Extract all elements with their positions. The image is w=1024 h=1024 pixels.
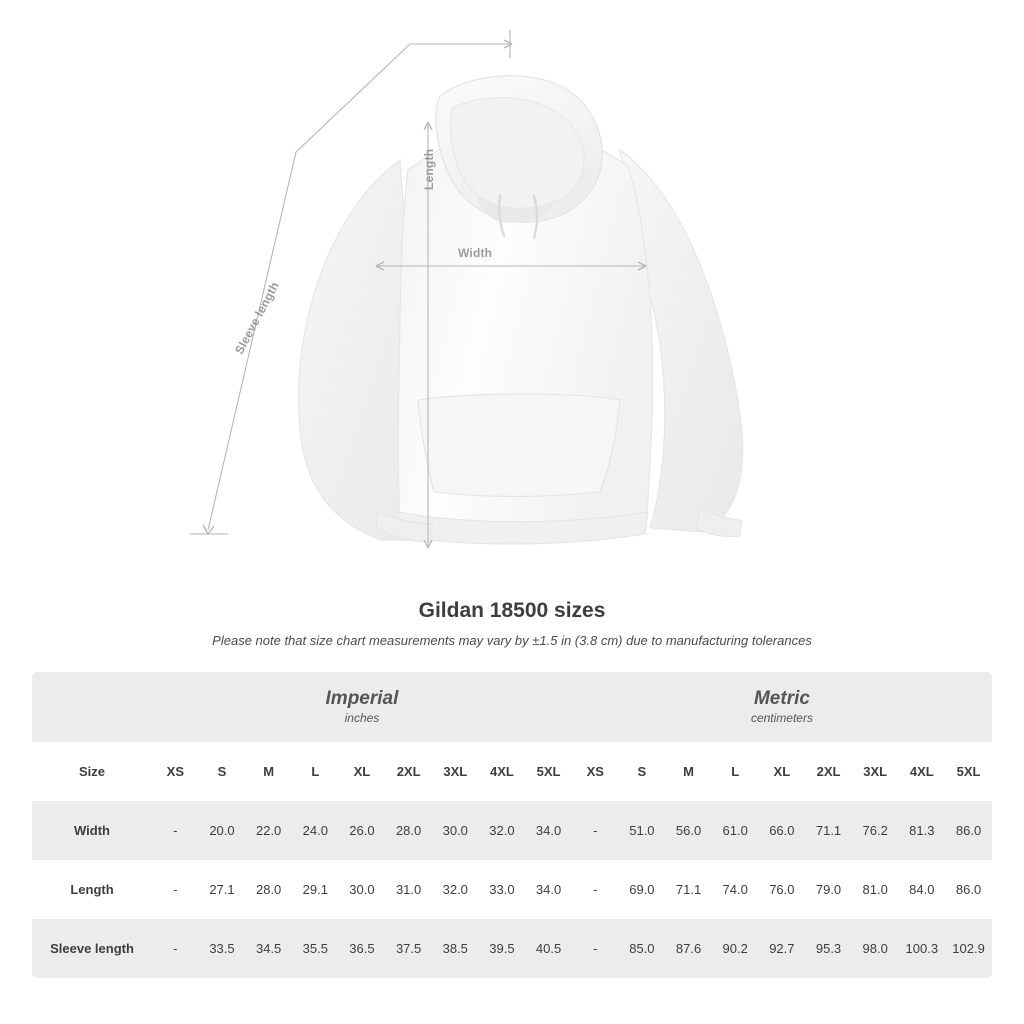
cell-length-imp-0: - — [152, 860, 199, 919]
size-chart-table-wrap — [32, 672, 992, 978]
cell-sleeve-met-4: 92.7 — [759, 919, 806, 978]
cell-width-imp-0: - — [152, 801, 199, 860]
size-header-met-0: XS — [572, 742, 619, 801]
cell-length-imp-4: 30.0 — [339, 860, 386, 919]
row-label-sleeve-length: Sleeve length — [32, 919, 152, 978]
size-header-imp-5: 2XL — [385, 742, 432, 801]
table-row — [32, 919, 992, 978]
size-header-imp-3: L — [292, 742, 339, 801]
cell-length-met-4: 76.0 — [759, 860, 806, 919]
cell-width-imp-4: 26.0 — [339, 801, 386, 860]
size-header-met-2: M — [665, 742, 712, 801]
cell-sleeve-imp-0: - — [152, 919, 199, 978]
cell-sleeve-met-8: 102.9 — [945, 919, 992, 978]
unit-imperial — [152, 672, 572, 742]
cell-sleeve-imp-4: 36.5 — [339, 919, 386, 978]
unit-imperial-name: Imperial — [325, 687, 399, 709]
cell-width-met-8: 86.0 — [945, 801, 992, 860]
size-header-imp-2: M — [245, 742, 292, 801]
cell-length-met-5: 79.0 — [805, 860, 852, 919]
cell-width-imp-1: 20.0 — [199, 801, 246, 860]
cell-width-imp-5: 28.0 — [385, 801, 432, 860]
cell-width-imp-3: 24.0 — [292, 801, 339, 860]
cell-length-imp-8: 34.0 — [525, 860, 572, 919]
cell-width-met-0: - — [572, 801, 619, 860]
cell-sleeve-met-7: 100.3 — [899, 919, 946, 978]
size-header-met-8: 5XL — [945, 742, 992, 801]
cell-length-imp-5: 31.0 — [385, 860, 432, 919]
corner-cell — [32, 672, 152, 742]
row-label-width: Width — [32, 801, 152, 860]
cell-length-imp-6: 32.0 — [432, 860, 479, 919]
row-label-length: Length — [32, 860, 152, 919]
cell-sleeve-imp-5: 37.5 — [385, 919, 432, 978]
cell-length-met-0: - — [572, 860, 619, 919]
page-title: Gildan 18500 sizes — [418, 599, 606, 622]
cell-sleeve-met-2: 87.6 — [665, 919, 712, 978]
size-header-row — [32, 742, 992, 801]
cell-length-met-8: 86.0 — [945, 860, 992, 919]
table-row — [32, 860, 992, 919]
cell-width-met-3: 61.0 — [712, 801, 759, 860]
cell-sleeve-imp-7: 39.5 — [479, 919, 526, 978]
hoodie-body — [298, 76, 742, 544]
cell-width-imp-8: 34.0 — [525, 801, 572, 860]
cell-sleeve-met-6: 98.0 — [852, 919, 899, 978]
label-sleeve-length: Sleeve length — [232, 279, 282, 357]
size-header-imp-7: 4XL — [479, 742, 526, 801]
cell-length-imp-1: 27.1 — [199, 860, 246, 919]
cell-sleeve-imp-1: 33.5 — [199, 919, 246, 978]
cell-sleeve-imp-3: 35.5 — [292, 919, 339, 978]
cell-sleeve-imp-6: 38.5 — [432, 919, 479, 978]
size-header-imp-0: XS — [152, 742, 199, 801]
label-length: Length — [422, 148, 436, 190]
cell-length-imp-7: 33.0 — [479, 860, 526, 919]
label-width: Width — [458, 246, 493, 260]
size-header-met-3: L — [712, 742, 759, 801]
cell-width-imp-2: 22.0 — [245, 801, 292, 860]
table-row — [32, 801, 992, 860]
size-header-met-7: 4XL — [899, 742, 946, 801]
unit-header-row — [32, 672, 992, 742]
cell-length-met-6: 81.0 — [852, 860, 899, 919]
size-header-label: Size — [32, 742, 152, 801]
cell-width-imp-7: 32.0 — [479, 801, 526, 860]
cell-width-met-1: 51.0 — [619, 801, 666, 860]
cell-sleeve-met-0: - — [572, 919, 619, 978]
size-header-met-4: XL — [759, 742, 806, 801]
size-chart-table — [32, 672, 992, 978]
cell-sleeve-met-1: 85.0 — [619, 919, 666, 978]
cell-length-met-3: 74.0 — [712, 860, 759, 919]
tolerance-note: Please note that size chart measurements may vary by ±1.5 in (3.8 cm) due to manufacturing tolerances — [212, 633, 812, 648]
cell-length-met-2: 71.1 — [665, 860, 712, 919]
size-header-imp-6: 3XL — [432, 742, 479, 801]
cell-width-met-7: 81.3 — [899, 801, 946, 860]
unit-metric — [572, 672, 992, 742]
cell-width-met-2: 56.0 — [665, 801, 712, 860]
cell-width-met-6: 76.2 — [852, 801, 899, 860]
size-header-met-5: 2XL — [805, 742, 852, 801]
unit-metric-sub: centimeters — [750, 711, 813, 726]
size-header-met-6: 3XL — [852, 742, 899, 801]
size-header-imp-8: 5XL — [525, 742, 572, 801]
cell-sleeve-imp-8: 40.5 — [525, 919, 572, 978]
unit-metric-name: Metric — [753, 687, 810, 709]
cell-sleeve-met-3: 90.2 — [712, 919, 759, 978]
title-block — [0, 599, 1024, 648]
cell-sleeve-imp-2: 34.5 — [245, 919, 292, 978]
cell-sleeve-met-5: 95.3 — [805, 919, 852, 978]
unit-imperial-sub: inches — [344, 711, 380, 726]
cell-width-imp-6: 30.0 — [432, 801, 479, 860]
cell-length-met-1: 69.0 — [619, 860, 666, 919]
cell-width-met-5: 71.1 — [805, 801, 852, 860]
cell-length-imp-2: 28.0 — [245, 860, 292, 919]
cell-length-imp-3: 29.1 — [292, 860, 339, 919]
cell-length-met-7: 84.0 — [899, 860, 946, 919]
cell-width-met-4: 66.0 — [759, 801, 806, 860]
size-header-imp-4: XL — [339, 742, 386, 801]
size-header-imp-1: S — [199, 742, 246, 801]
size-header-met-1: S — [619, 742, 666, 801]
